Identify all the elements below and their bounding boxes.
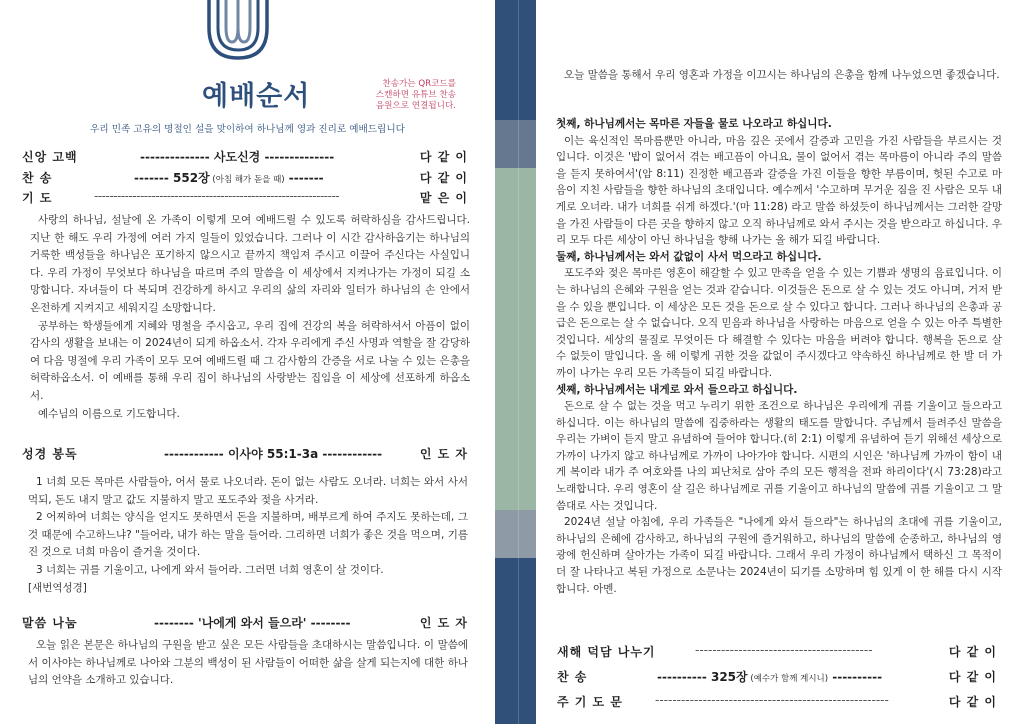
section-heading: 둘째, 하나님께서는 와서 값없이 사서 먹으라고 하십니다.	[556, 250, 822, 263]
order-row-lords-prayer: 주 기 도 문 ------------------------------------------------------ 다 같 이	[557, 693, 997, 709]
center-spine	[495, 0, 536, 724]
scripture-text: 1 너희 모든 목마른 사람들아, 어서 물로 나오너라. 돈이 없는 사람도 오너라. 너희는 와서 사서 먹되, 돈도 내지 말고 값도 지불하지 말고 포도주와 젖을 사거라. 2 어찌하여 너희는 양식을 얻지도 못하면서 돈을 지불하며, 배부르게 하여 주지도 못하는데, 그것 때문에 수고하느냐? "들어라, 내가 하는 말을 들어라. 그리하면 너희가 좋은 것을 먹으며, 기름진 것으로 너희 마음이 즐거울 것이다. 3 너희는 귀를 기울이고, 나에게 와서 들어라. 그러면 너희 영혼이 살 것이다. [새번역성경]	[28, 476, 468, 594]
order-row-creed: 신앙 고백 -------------- 사도신경 -------------- 다 같 이	[22, 150, 468, 164]
logo-emblem-icon	[205, 0, 271, 62]
sermon-body: 첫째, 하나님께서는 목마른 자들을 물로 나오라고 하십니다. 이는 육신적인 목마름뿐만 아니라, 마음 깊은 곳에서 갈증과 고민을 가진 사람들을 부르시는 것입니다. 이것은 '밥이 없어서 겪는 배고픔이 아니요, 물이 없어서 겪는 목마름이 아니라 주의 말씀을 듣지 못하여서'(암 8:11) 진정한 배고픔과 갈증을 가진 이들을 향한 부름이며, 헛된 수고로 마음이 지친 사람들을 향한 하나님의 초대입니다. 예수께서 '수고하며 무거운 짐을 진 사람은 모두 내게로 오너라. 내가 너희를 쉬게 하겠다.'(마 11:28) 라고 말씀 하셨듯이 하나님께서는 그러한 갈망을 가진 사람들이 다른 곳을 향하지 않고 오직 하나님께로 와서 주시는 것을 받으라고 하십니다. 우리 모두 다른 세상이 아닌 하나님을 향해 나가는 올 해가 되길 바랍니다. 둘째, 하나님께서는 와서 값없이 사서 먹으라고 하십니다. 포도주와 젖은 목마른 영혼이 해갈할 수 있고 만족을 얻을 수 있는 기쁨과 생명의 음료입니다. 이는 하나님의 은혜와 구원을 얻는 것과 같습니다. 이것들은 돈으로 살 수 있는 것도 아니며, 거저 받을 수 있을 뿐입니다. 이 세상은 모든 것을 돈으로 살 수 있다고 합니다. 그러나 하나님의 은총과 공급은 돈으로는 살 수 없습니다. 오직 믿음과 하나님을 사랑하는 마음으로 얻을 수 있는 아주 특별한 것입니다. 세상의 물질로 무엇이든 다 해결할 수 있다는 마음을 버려야 합니다. 행복을 돈으로 살 수 없듯이 말입니다. 올 해 이렇게 귀한 것을 값없이 주시겠다고 약속하신 하나님께로 한 발 더 가까이 나가는 우리 모든 가족들이 되길 바랍니다. 셋째, 하나님께서는 내게로 와서 들으라고 하십니다. 돈으로 살 수 없는 것을 먹고 누리기 위한 조건으로 하나님은 우리에게 귀를 기울이고 들으라고 하십니다. 이는 하나님의 말씀에 집중하라는 생활의 태도를 말합니다. 주님께서 들려주신 말씀을 우리는 가벼이 듣지 말고 유념하여 들어야 합니다.(히 2:1) 이렇게 유념하여 듣기 위해선 세상으로 가까이 나가지 않고 하나님께로 가까이 나아가야 합니다. 시편의 시인은 '하나님께 가까이 함이 내게 복이라 내가 주 여호와를 나의 피난처로 삼아 주의 모든 행적을 전파 하리이다'(시 73:28)라고 노래합니다. 우리 영혼이 살 길은 하나님께로 귀를 기울이고 하나님의 말씀에 귀를 기울이고 그 말씀대로 사는 것입니다. 2024년 설날 아침에, 우리 가족들은 "나에게 와서 들으라"는 하나님의 초대에 귀를 기울이고, 하나님의 은혜에 감사하고, 하나님의 구원에 즐거워하고, 하나님의 말씀에 순종하고, 하나님의 영광에 헌신하며 살아가는 가족이 되길 바랍니다. 그래서 우리 가정이 하나님께서 택하신 그 목적이 더 잘 나타나고 복된 가정으로 소문나는 2024년이 되기를 소망하며 힘 있게 이 한 해를 다시 시작합니다. 아멘.	[556, 118, 1002, 595]
section-heading: 첫째, 하나님께서는 목마른 자들을 물로 나오라고 하십니다.	[556, 118, 832, 130]
sermon-intro: 오늘 읽은 본문은 하나님의 구원을 받고 싶은 모든 사람들을 초대하시는 말씀입니다. 이 말씀에서 이사야는 하나님께로 나아와 그분의 백성이 된 사람들이 어떠한 삶을 살게 되는지에 대한 하나님의 언약을 소개하고 있습니다.	[28, 639, 468, 687]
left-page	[0, 0, 495, 724]
subtitle: 우리 민족 고유의 명절인 설을 맞이하여 하나님께 영과 진리로 예배드립니다	[90, 124, 405, 135]
order-row-reading: 성경 봉독 ------------ 이사야 55:1-3a ------------ 인 도 자	[22, 447, 468, 461]
order-row-prayer: 기 도 ---------------------------------------------------------------- 맡 은 이	[22, 189, 468, 205]
section-heading: 셋째, 하나님께서는 내게로 와서 들으라고 하십니다.	[556, 383, 798, 396]
order-row-greeting: 새해 덕담 나누기 ----------------------------------------- 다 같 이	[557, 643, 997, 659]
right-page	[536, 0, 1024, 724]
order-row-sermon: 말씀 나눔 -------- '나에게 와서 들으라' -------- 인 도 자	[22, 616, 468, 630]
sermon-opening: 오늘 말씀을 통해서 우리 영혼과 가정을 이끄시는 하나님의 은총을 함께 나누었으면 좋겠습니다.	[564, 69, 1000, 81]
prayer-text: 사랑의 하나님, 설날에 온 가족이 이렇게 모여 예배드릴 수 있도록 허락하심을 감사드립니다. 지난 한 해도 우리 가정에 여러 가지 일들이 있었습니다. 그러나 이 시간 감사하옵기는 하나님의 거룩한 백성들을 하나님은 포기하지 않으시고 끝까지 책임져 주시고 이끌어 주신다는 사실입니다. 우리 가정이 무엇보다 하나님을 따르며 주의 말씀을 이 세상에서 지켜나가는 가정이 되길 소망합니다. 자녀들이 다 복되며 건강하게 하시고 우리의 삶의 자리와 일터가 하나님의 손 안에서 온전하게 지켜지고 세워지길 소망합니다. 공부하는 학생들에게 지혜와 명철을 주시옵고, 우리 집에 건강의 복을 허락하셔서 아픔이 없이 감사의 생활을 보내는 이 2024년이 되게 하옵소서. 각자 우리에게 주신 사명과 역할을 잘 감당하여 다음 명절에 우리 가족이 모두 모여 예배드릴 때 그 감사함의 간증을 서로 나눌 수 있는 은총을 허락하옵소서. 이 예배를 통해 우리 집이 하나님의 사랑받는 집임을 이 세상에 선포하게 하옵소서. 예수님의 이름으로 기도합니다.	[30, 214, 470, 420]
order-row-hymn: 찬 송 ------- 552장 (아침 해가 돋을 때) ------- 다 같 이	[22, 171, 468, 185]
qr-note: 찬송가는 QR코드를 스캔하면 유튜브 찬송 음원으로 연결됩니다.	[375, 79, 456, 111]
order-row-closing-hymn: 찬 송 ---------- 325장 (예수가 함께 계시니) ---------- 다 같 이	[557, 670, 997, 684]
page-title: 예배순서	[202, 81, 311, 112]
